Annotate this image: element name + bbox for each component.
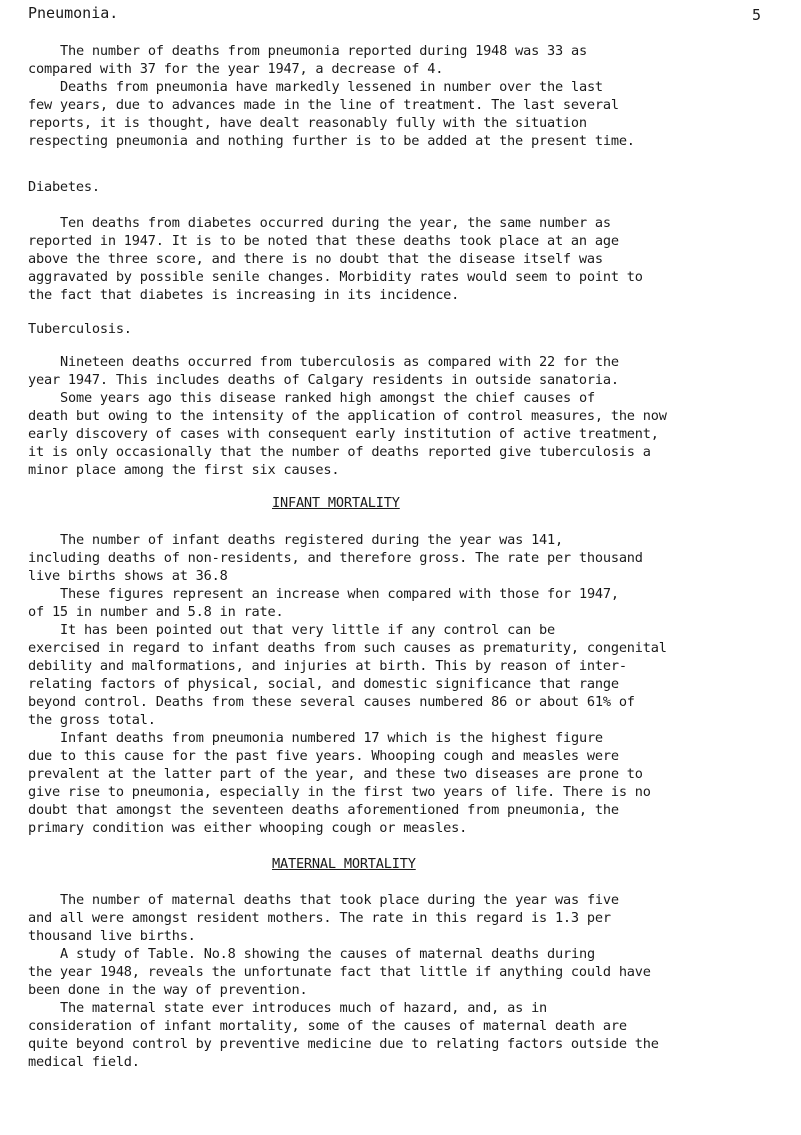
text-line: beyond control. Deaths from these several causes numbered 86 or about 61% of: [28, 694, 635, 710]
text-line: These figures represent an increase when compared with those for 1947,: [60, 586, 619, 602]
text-line: prevalent at the latter part of the year, and these two diseases are prone to: [28, 766, 643, 782]
text-line: medical field.: [28, 1054, 140, 1070]
text-line: relating factors of physical, social, and domestic significance that range: [28, 676, 619, 692]
text-line: thousand live births.: [28, 928, 196, 944]
text-line: above the three score, and there is no doubt that the disease itself was: [28, 251, 603, 267]
text-line: The number of infant deaths registered during the year was 141,: [60, 532, 564, 548]
text-line: exercised in regard to infant deaths from such causes as prematurity, congenital: [28, 640, 667, 656]
text-line: It has been pointed out that very little if any control can be: [60, 622, 556, 638]
text-line: early discovery of cases with consequent early institution of active treatment,: [28, 426, 659, 442]
text-line: Infant deaths from pneumonia numbered 17 which is the highest figure: [60, 730, 603, 746]
text-line: and all were amongst resident mothers. The rate in this regard is 1.3 per: [28, 910, 611, 926]
text-line: reported in 1947. It is to be noted that these deaths took place at an age: [28, 233, 619, 249]
text-line: it is only occasionally that the number of deaths reported give tuberculosis a: [28, 444, 651, 460]
text-line: Nineteen deaths occurred from tuberculosis as compared with 22 for the: [60, 354, 619, 370]
text-line: consideration of infant mortality, some of the causes of maternal death are: [28, 1018, 627, 1034]
text-line: due to this cause for the past five years. Whooping cough and measles were: [28, 748, 619, 764]
text-line: the year 1948, reveals the unfortunate fact that little if anything could have: [28, 964, 651, 980]
text-line: The number of maternal deaths that took place during the year was five: [60, 892, 619, 908]
text-line: the gross total.: [28, 712, 156, 728]
text-line: minor place among the first six causes.: [28, 462, 340, 478]
running-head: Pneumonia.: [28, 4, 119, 22]
text-line: primary condition was either whooping cough or measles.: [28, 820, 468, 836]
text-line: give rise to pneumonia, especially in the first two years of life. There is no: [28, 784, 651, 800]
text-line: doubt that amongst the seventeen deaths aforementioned from pneumonia, the: [28, 802, 619, 818]
section-heading-diabetes: Diabetes.: [28, 179, 100, 195]
text-line: The number of deaths from pneumonia reported during 1948 was 33 as: [60, 43, 587, 59]
text-line: Deaths from pneumonia have markedly lessened in number over the last: [60, 79, 603, 95]
section-heading-maternal-mortality: MATERNAL MORTALITY: [272, 856, 416, 872]
text-line: year 1947. This includes deaths of Calgary residents in outside sanatoria.: [28, 372, 619, 388]
text-line: few years, due to advances made in the line of treatment. The last several: [28, 97, 619, 113]
text-line: compared with 37 for the year 1947, a decrease of 4.: [28, 61, 444, 77]
section-heading-infant-mortality: INFANT MORTALITY: [272, 495, 400, 511]
text-line: including deaths of non-residents, and therefore gross. The rate per thousand: [28, 550, 643, 566]
text-line: death but owing to the intensity of the application of control measures, the now: [28, 408, 667, 424]
text-line: Ten deaths from diabetes occurred during the year, the same number as: [60, 215, 611, 231]
text-line: reports, it is thought, have dealt reasonably fully with the situation: [28, 115, 587, 131]
text-line: been done in the way of prevention.: [28, 982, 308, 998]
text-line: the fact that diabetes is increasing in its incidence.: [28, 287, 460, 303]
text-line: respecting pneumonia and nothing further is to be added at the present time.: [28, 133, 635, 149]
text-line: Some years ago this disease ranked high amongst the chief causes of: [60, 390, 595, 406]
section-heading-tuberculosis: Tuberculosis.: [28, 321, 132, 337]
text-line: The maternal state ever introduces much of hazard, and, as in: [60, 1000, 548, 1016]
text-line: of 15 in number and 5.8 in rate.: [28, 604, 284, 620]
text-line: aggravated by possible senile changes. Morbidity rates would seem to point to: [28, 269, 643, 285]
text-line: quite beyond control by preventive medicine due to relating factors outside the: [28, 1036, 659, 1052]
page-number: 5: [752, 6, 762, 24]
text-line: debility and malformations, and injuries at birth. This by reason of inter-: [28, 658, 627, 674]
text-line: A study of Table. No.8 showing the causes of maternal deaths during: [60, 946, 595, 962]
text-line: live births shows at 36.8: [28, 568, 228, 584]
